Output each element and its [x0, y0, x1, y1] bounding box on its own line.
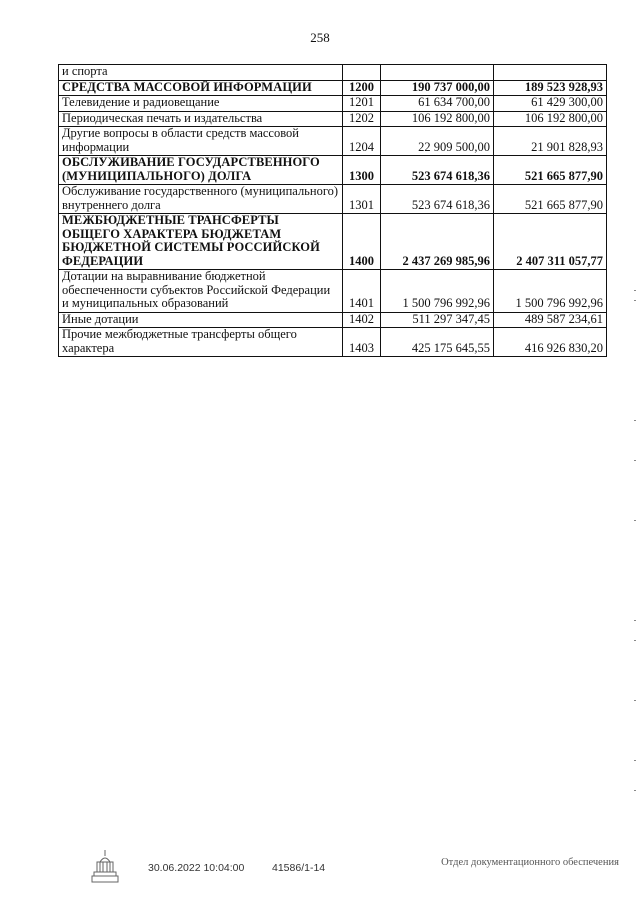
row-value-executed: 189 523 928,93: [494, 80, 607, 96]
row-name: Иные дотации: [59, 312, 343, 328]
row-name: Другие вопросы в области средств массовой информации: [59, 127, 343, 156]
row-code: 1402: [343, 312, 381, 328]
row-code: 1403: [343, 328, 381, 357]
row-value-executed: 61 429 300,00: [494, 96, 607, 112]
row-value-executed: 2 407 311 057,77: [494, 214, 607, 270]
row-value-approved: 61 634 700,00: [381, 96, 494, 112]
table-row: [59, 270, 607, 313]
duma-emblem-icon: [90, 848, 120, 888]
row-code: 1300: [343, 156, 381, 185]
footer-datetime: 30.06.2022 10:04:00: [148, 862, 245, 874]
row-value-approved: 425 175 645,55: [381, 328, 494, 357]
row-value-executed: 21 901 828,93: [494, 127, 607, 156]
row-value-executed: 521 665 877,90: [494, 156, 607, 185]
footer-department-stamp: Отдел документационного обеспечения: [441, 857, 619, 868]
row-value-approved: 22 909 500,00: [381, 127, 494, 156]
table-row: [59, 65, 607, 81]
table-row: [59, 156, 607, 185]
row-name: Обслуживание государственного (муниципального) внутреннего долга: [59, 185, 343, 214]
margin-scan-marks: [632, 0, 638, 905]
row-code: 1201: [343, 96, 381, 112]
row-value-executed: 489 587 234,61: [494, 312, 607, 328]
table-row: [59, 328, 607, 357]
row-value-approved: [381, 65, 494, 81]
table-row: [59, 185, 607, 214]
table-row: [59, 111, 607, 127]
table-row: [59, 127, 607, 156]
row-code: 1202: [343, 111, 381, 127]
row-name: Телевидение и радиовещание: [59, 96, 343, 112]
row-value-approved: 523 674 618,36: [381, 156, 494, 185]
table-row: [59, 312, 607, 328]
row-value-approved: 106 192 800,00: [381, 111, 494, 127]
row-code: 1401: [343, 270, 381, 313]
table-row: [59, 96, 607, 112]
row-value-executed: 1 500 796 992,96: [494, 270, 607, 313]
row-name: Периодическая печать и издательства: [59, 111, 343, 127]
row-code: 1301: [343, 185, 381, 214]
row-value-approved: 2 437 269 985,96: [381, 214, 494, 270]
row-code: 1204: [343, 127, 381, 156]
row-name: Прочие межбюджетные трансферты общего характера: [59, 328, 343, 357]
row-value-approved: 190 737 000,00: [381, 80, 494, 96]
row-value-executed: [494, 65, 607, 81]
row-value-executed: 416 926 830,20: [494, 328, 607, 357]
table-row: [59, 80, 607, 96]
page-number: 258: [310, 30, 330, 45]
row-name: и спорта: [59, 65, 343, 81]
row-value-executed: 521 665 877,90: [494, 185, 607, 214]
row-name: МЕЖБЮДЖЕТНЫЕ ТРАНСФЕРТЫ ОБЩЕГО ХАРАКТЕРА БЮДЖЕТАМ БЮДЖЕТНОЙ СИСТЕМЫ РОССИЙСКОЙ ФЕДЕРАЦИИ: [59, 214, 343, 270]
row-value-approved: 511 297 347,45: [381, 312, 494, 328]
row-value-executed: 106 192 800,00: [494, 111, 607, 127]
budget-table: [58, 64, 607, 357]
row-name: СРЕДСТВА МАССОВОЙ ИНФОРМАЦИИ: [59, 80, 343, 96]
row-code: [343, 65, 381, 81]
table-row: [59, 214, 607, 270]
row-name: ОБСЛУЖИВАНИЕ ГОСУДАРСТВЕННОГО (МУНИЦИПАЛЬНОГО) ДОЛГА: [59, 156, 343, 185]
row-value-approved: 1 500 796 992,96: [381, 270, 494, 313]
row-code: 1200: [343, 80, 381, 96]
row-code: 1400: [343, 214, 381, 270]
row-value-approved: 523 674 618,36: [381, 185, 494, 214]
row-name: Дотации на выравнивание бюджетной обеспеченности субъектов Российской Федерации и муниципальных образований: [59, 270, 343, 313]
footer-doc-number: 41586/1-14: [272, 862, 326, 874]
